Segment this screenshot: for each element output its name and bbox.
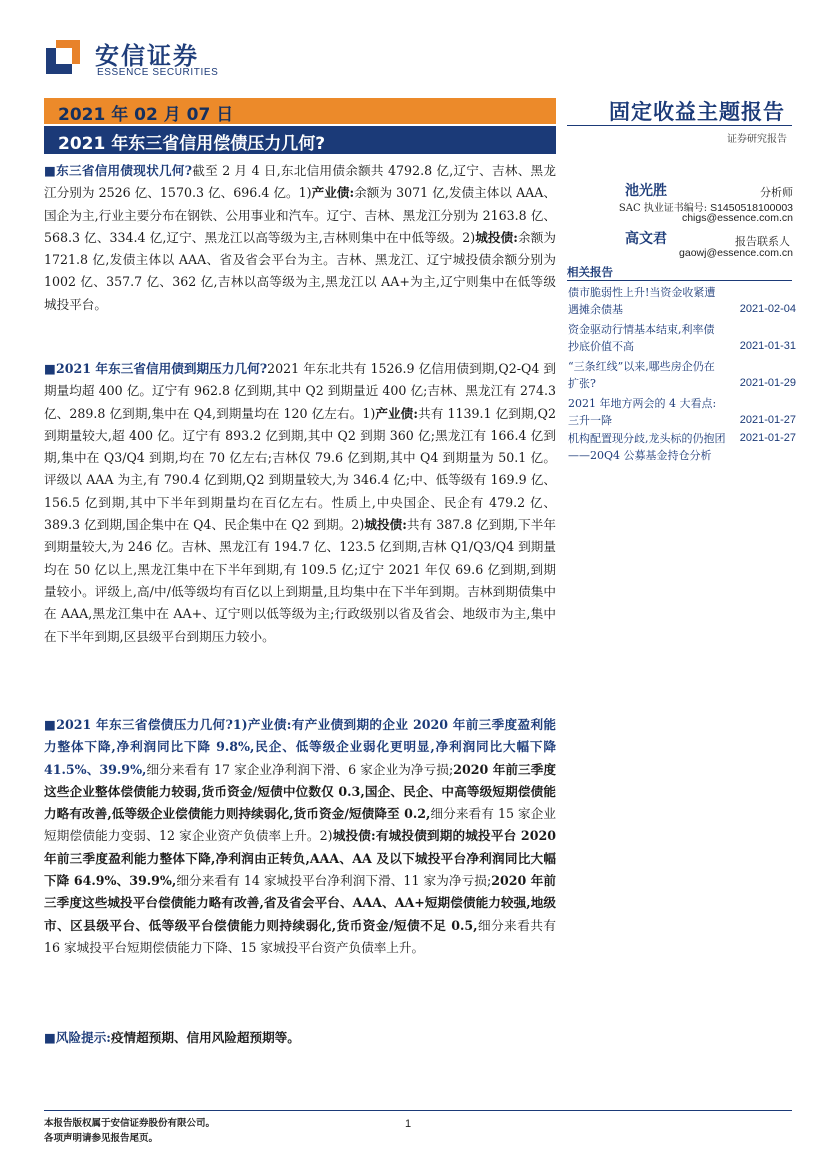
related-report-title[interactable]: “三条红线”以来,哪些房企仍在扩张?	[568, 360, 715, 390]
logo-name-cn: 安信证券	[95, 42, 199, 70]
paragraph-repayment-pressure: ■2021 年东三省偿债压力几何?1)产业债:有产业债到期的企业 2020 年前三季度盈利能力整体下降,净利润同比下降 9.8%,民企、低等级企业弱化更明显,净利润同比大幅下降 41.5%、39.9%,细分来看有 17 家企业净利润下滑、6 家企业为净亏损;2020 年前三季度这些企业整体偿债能力较弱,货币资金/短债中位数仅 0.3,国企、民企、中高等级短期偿债能力略有改善,低等级企业偿债能力则持续弱化,货币资金/短债降至 0.2,细分来看有 15 家企业短期偿债能力变弱、12 家企业资产负债率上升。2)城投债:有城投债到期的城投平台 2020 年前三季度盈利能力整体下降,净利润由正转负,AAA、AA 及以下城投平台净利润同比大幅下降 64.9%、39.9%,细分来看有 14 家城投平台净利润下滑、11 家为净亏损;2020 年前三季度这些城投平台偿债能力略有改善,省及省会平台、AAA、AA+短期偿债能力较强,地级市、区县级平台、低等级平台偿债能力则持续弱化,货币资金/短债不足 0.5,细分来看共有 16 家城投平台短期偿债能力下降、15 家城投平台资产负债率上升。	[44, 717, 556, 955]
related-report-title[interactable]: 资金驱动行情基本结束,利率债抄底价值不高	[568, 323, 715, 353]
related-reports-heading: 相关报告	[567, 265, 613, 279]
bullet-square-icon: ■	[44, 717, 57, 732]
essence-logo-icon	[44, 38, 82, 76]
bullet-square-icon: ■	[44, 1030, 56, 1045]
paragraph-risk-warning: ■风险提示:疫情超预期、信用风险超预期等。	[44, 1030, 300, 1045]
analyst-role: 分析师	[760, 186, 793, 199]
related-report-date: 2021-01-29	[739, 377, 796, 389]
paragraph-lead: 2021 年东三省偿债压力几何?1)产业债:有产业债到期的企业 2020 年前三季度盈利能力整体下降,净利润同比下降 9.8%,民企、低等级企业弱化更明显,净利润同比大幅下降 41.5%、39.9%,	[44, 717, 556, 777]
analyst-email[interactable]: chigs@essence.com.cn	[681, 212, 793, 224]
report-date: 2021 年 02 月 07 日	[58, 105, 234, 125]
contact-name: 高文君	[625, 231, 667, 247]
title-bar	[44, 126, 556, 154]
related-report-item[interactable]	[568, 358, 794, 392]
paragraph-maturity-pressure: ■2021 年东三省信用债到期压力几何?2021 年东北共有 1526.9 亿信用债到期,Q2-Q4 到期量均超 400 亿。辽宁有 962.8 亿到期,其中 Q2 到期量近 400 亿;吉林、黑龙江有 274.3 亿、289.8 亿到期,集中在 Q4,到期量均在 120 亿左右。1)产业债:共有 1139.1 亿到期,Q2 到期量较大,超 400 亿。辽宁有 893.2 亿到期,其中 Q2 到期 360 亿;黑龙江有 166.4 亿到期,集中在 Q3/Q4 到期,均在 70 亿左右;吉林仅 79.6 亿到期,其中 Q4 到期量为 50.1 亿。评级以 AAA 为主,有 790.4 亿到期,Q2 到期量较大,为 346.4 亿;中、低等级有 169.9 亿、156.5 亿到期,其中下半年到期量均在百亿左右。性质上,中央国企、民企有 479.2 亿、389.3 亿到期,国企集中在 Q4、民企集中在 Q2 到期。2)城投债:共有 387.8 亿到期,下半年到期量较大,为 246 亿。吉林、黑龙江有 194.7 亿、123.5 亿到期,吉林 Q1/Q3/Q4 到期量均在 50 亿以上,黑龙江集中在下半年到期,有 109.5 亿;辽宁 2021 年仅 69.6 亿到期,到期量较小。评级上,高/中/低等级均有百亿以上到期量,且均集中在下半年到期。吉林到期债集中在 AAA,黑龙江集中在 AA+、辽宁则以低等级为主;行政级别以省及省会、地级市为主,集中在下半年到期,区县级平台到期压力较小。	[44, 361, 556, 644]
related-report-item[interactable]	[568, 321, 794, 355]
paragraph-credit-status: ■东三省信用债现状几何?截至 2 月 4 日,东北信用债余额共 4792.8 亿,辽宁、吉林、黑龙江分别为 2526 亿、1570.3 亿、696.4 亿。1)产业债:余额为 3071 亿,发债主体以 AAA、国企为主,行业主要分布在钢铁、公用事业和汽车。辽宁、吉林、黑龙江分别为 2163.8 亿、568.3 亿、334.4 亿,辽宁、黑龙江以高等级为主,吉林则集中在中低等级。2)城投债:余额为 1721.8 亿,发债主体以 AAA、省及省会平台为主。吉林、黑龙江、辽宁城投债余额分别为 1002 亿、357.7 亿、362 亿,吉林以高等级为主,黑龙江以 AA+为主,辽宁则集中在低等级城投平台。	[44, 163, 557, 312]
related-report-title[interactable]: 2021 年地方两会的 4 大看点:三升一降	[568, 397, 717, 427]
related-report-title[interactable]: 机构配置现分歧,龙头标的仍抱团——20Q4 公募基金持仓分析	[568, 432, 726, 462]
related-report-date: 2021-01-27	[739, 414, 796, 426]
analyst-cert: SAC 执业证书编号: S1450518100003	[618, 202, 793, 214]
report-type: 固定收益主题报告	[609, 100, 785, 124]
report-subtitle: 证券研究报告	[727, 134, 787, 145]
bullet-square-icon: ■	[44, 361, 56, 376]
analyst-name: 池光胜	[625, 183, 667, 199]
logo-name-en: ESSENCE SECURITIES	[97, 67, 219, 78]
related-report-date: 2021-01-27	[739, 432, 796, 444]
contact-email[interactable]: gaowj@essence.com.cn	[679, 247, 793, 259]
related-report-title[interactable]: 债市脆弱性上升!当资金收紧遭遇摊余债基	[568, 286, 716, 316]
footer-divider	[44, 1110, 792, 1111]
paragraph-lead: 2021 年东三省信用债到期压力几何?	[55, 361, 268, 376]
footer-disclaimer: 本报告版权属于安信证券股份有限公司。 各项声明请参见报告尾页。	[44, 1118, 216, 1144]
related-report-item[interactable]	[568, 284, 794, 318]
contact-role: 报告联系人	[735, 235, 790, 248]
paragraph-lead: 东三省信用债现状几何?	[56, 163, 193, 178]
related-report-item[interactable]	[568, 395, 794, 429]
related-report-item[interactable]	[568, 430, 794, 464]
bullet-square-icon: ■	[44, 163, 57, 178]
page-number: 1	[405, 1118, 412, 1130]
header-divider	[567, 125, 792, 126]
related-report-date: 2021-01-31	[739, 340, 796, 352]
paragraph-lead: 风险提示:	[55, 1030, 111, 1045]
date-bar	[44, 98, 556, 124]
report-title: 2021 年东三省信用偿债压力几何?	[58, 134, 326, 154]
related-reports-divider	[567, 280, 792, 281]
related-report-date: 2021-02-04	[739, 303, 796, 315]
